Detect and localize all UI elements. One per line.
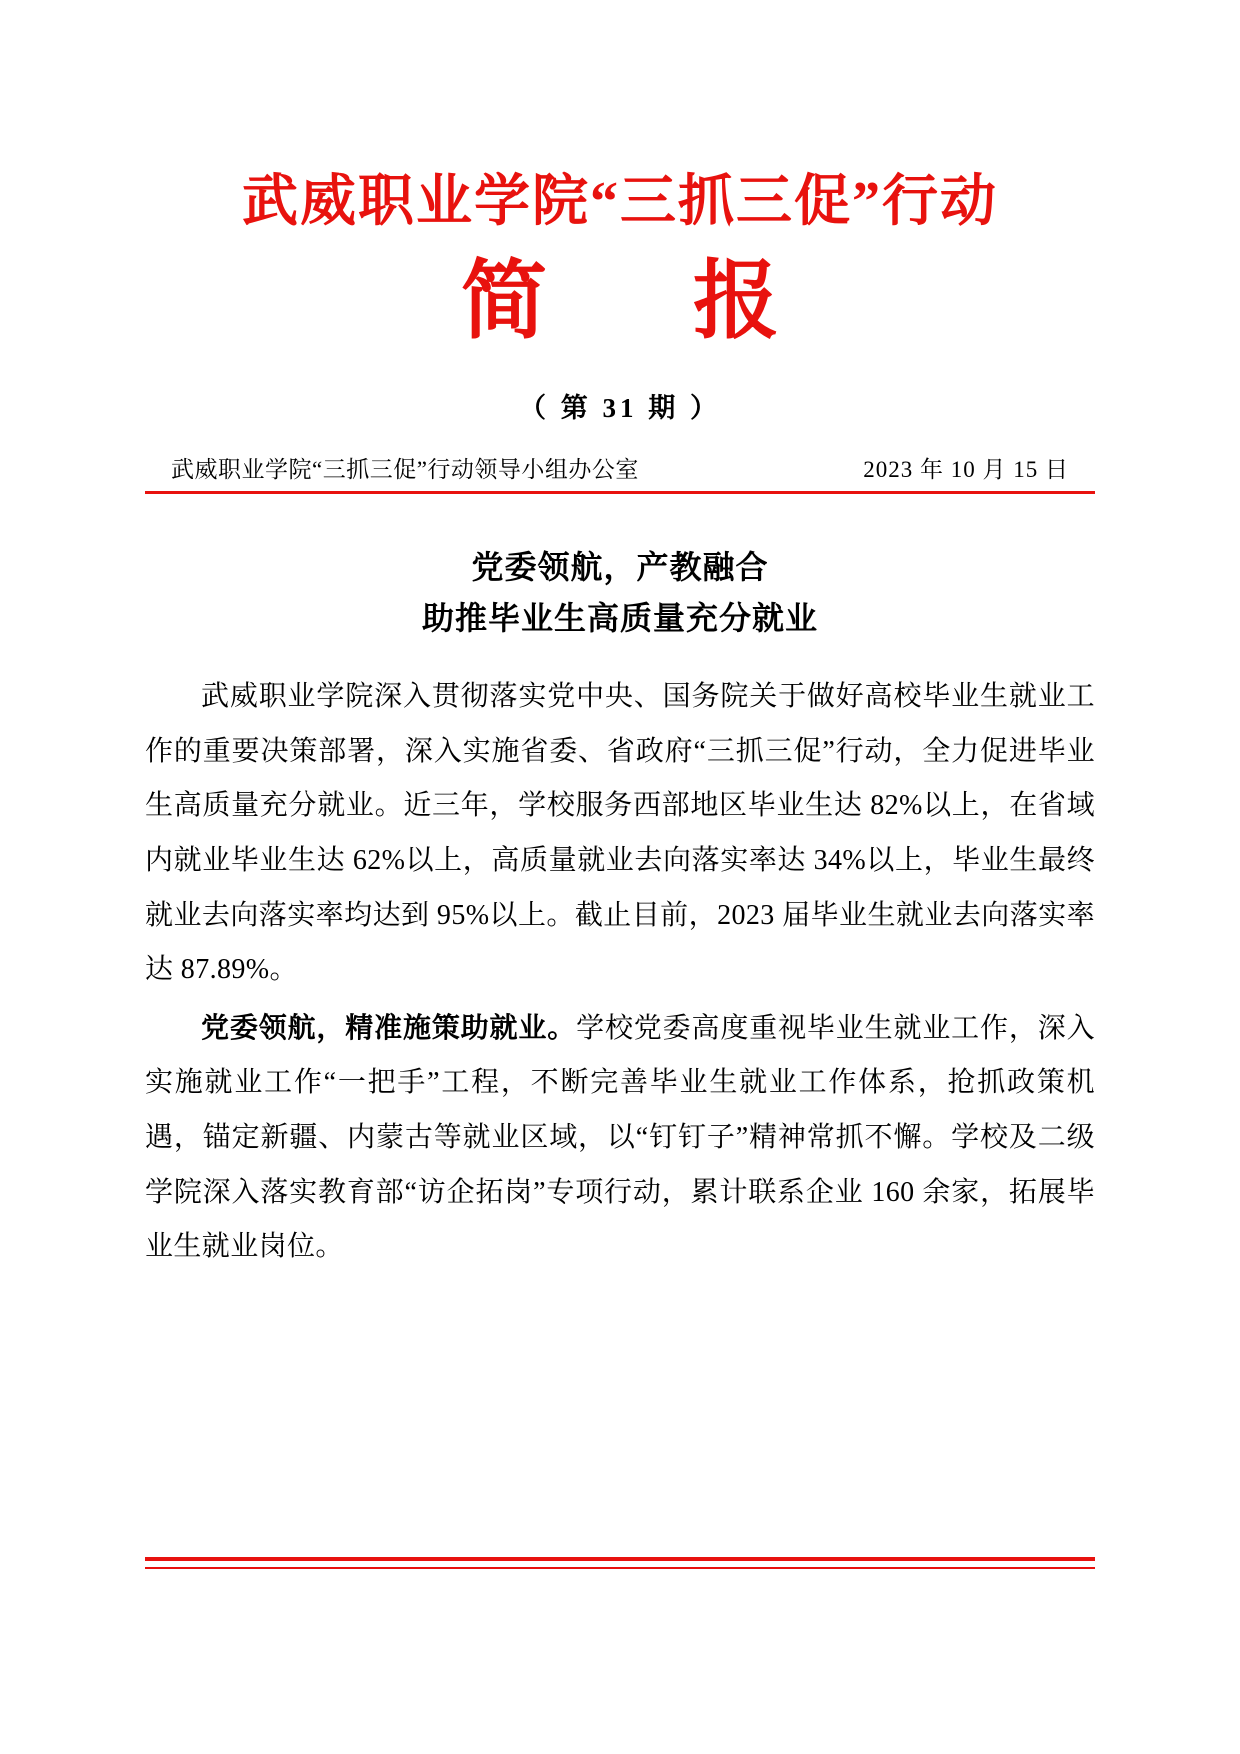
issuing-office: 武威职业学院“三抓三促”行动领导小组办公室 [171,456,639,482]
paragraph-2 [145,1002,1095,1275]
article-title-line1: 党委领航，产教融合 [471,548,769,585]
footer-divider [145,1557,1095,1569]
paragraph-1: 武威职业学院深入贯彻落实党中央、国务院关于做好高校毕业生就业工作的重要决策部署，深入实施省委、省政府“三抓三促”行动，全力促进毕业生高质量充分就业。近三年，学校服务西部地区毕业生达 82%以上，在省域内就业毕业生达 62%以上，高质量就业去向落实率达 34%以上，毕业生最终就业去向落实率均达到 95%以上。截止目前，2023 届毕业生就业去向落实率达 87.89%。 [145,681,1095,986]
article-body [145,670,1095,1275]
footer-rule-thin [145,1567,1095,1569]
header-divider-rule [145,491,1095,494]
byline-row [145,451,1095,491]
masthead-title-line1: 武威职业学院“三抓三促”行动 [242,171,998,233]
masthead-title-line2: 简 报 [461,253,809,350]
issue-date: 2023 年 10 月 15 日 [863,456,1069,482]
footer-rule-thick [145,1557,1095,1561]
masthead [145,0,1095,356]
paragraph-2-lead: 党委领航，精准施策助就业。 [201,1012,577,1044]
paragraph-2-rest: 学校党委高度重视毕业生就业工作，深入实施就业工作“一把手”工程，不断完善毕业生就业工作体系，抢抓政策机遇，锚定新疆、内蒙古等就业区域，以“钉钉子”精神常抓不懈。学校及二级学院深入落实教育部“访企拓岗”专项行动，累计联系企业 160 余家，拓展毕业生就业岗位。 [145,1012,1095,1263]
article-title [145,542,1095,644]
issue-number: （ 第 31 期 ） [519,392,721,423]
article-title-line2: 助推毕业生高质量充分就业 [421,600,818,637]
